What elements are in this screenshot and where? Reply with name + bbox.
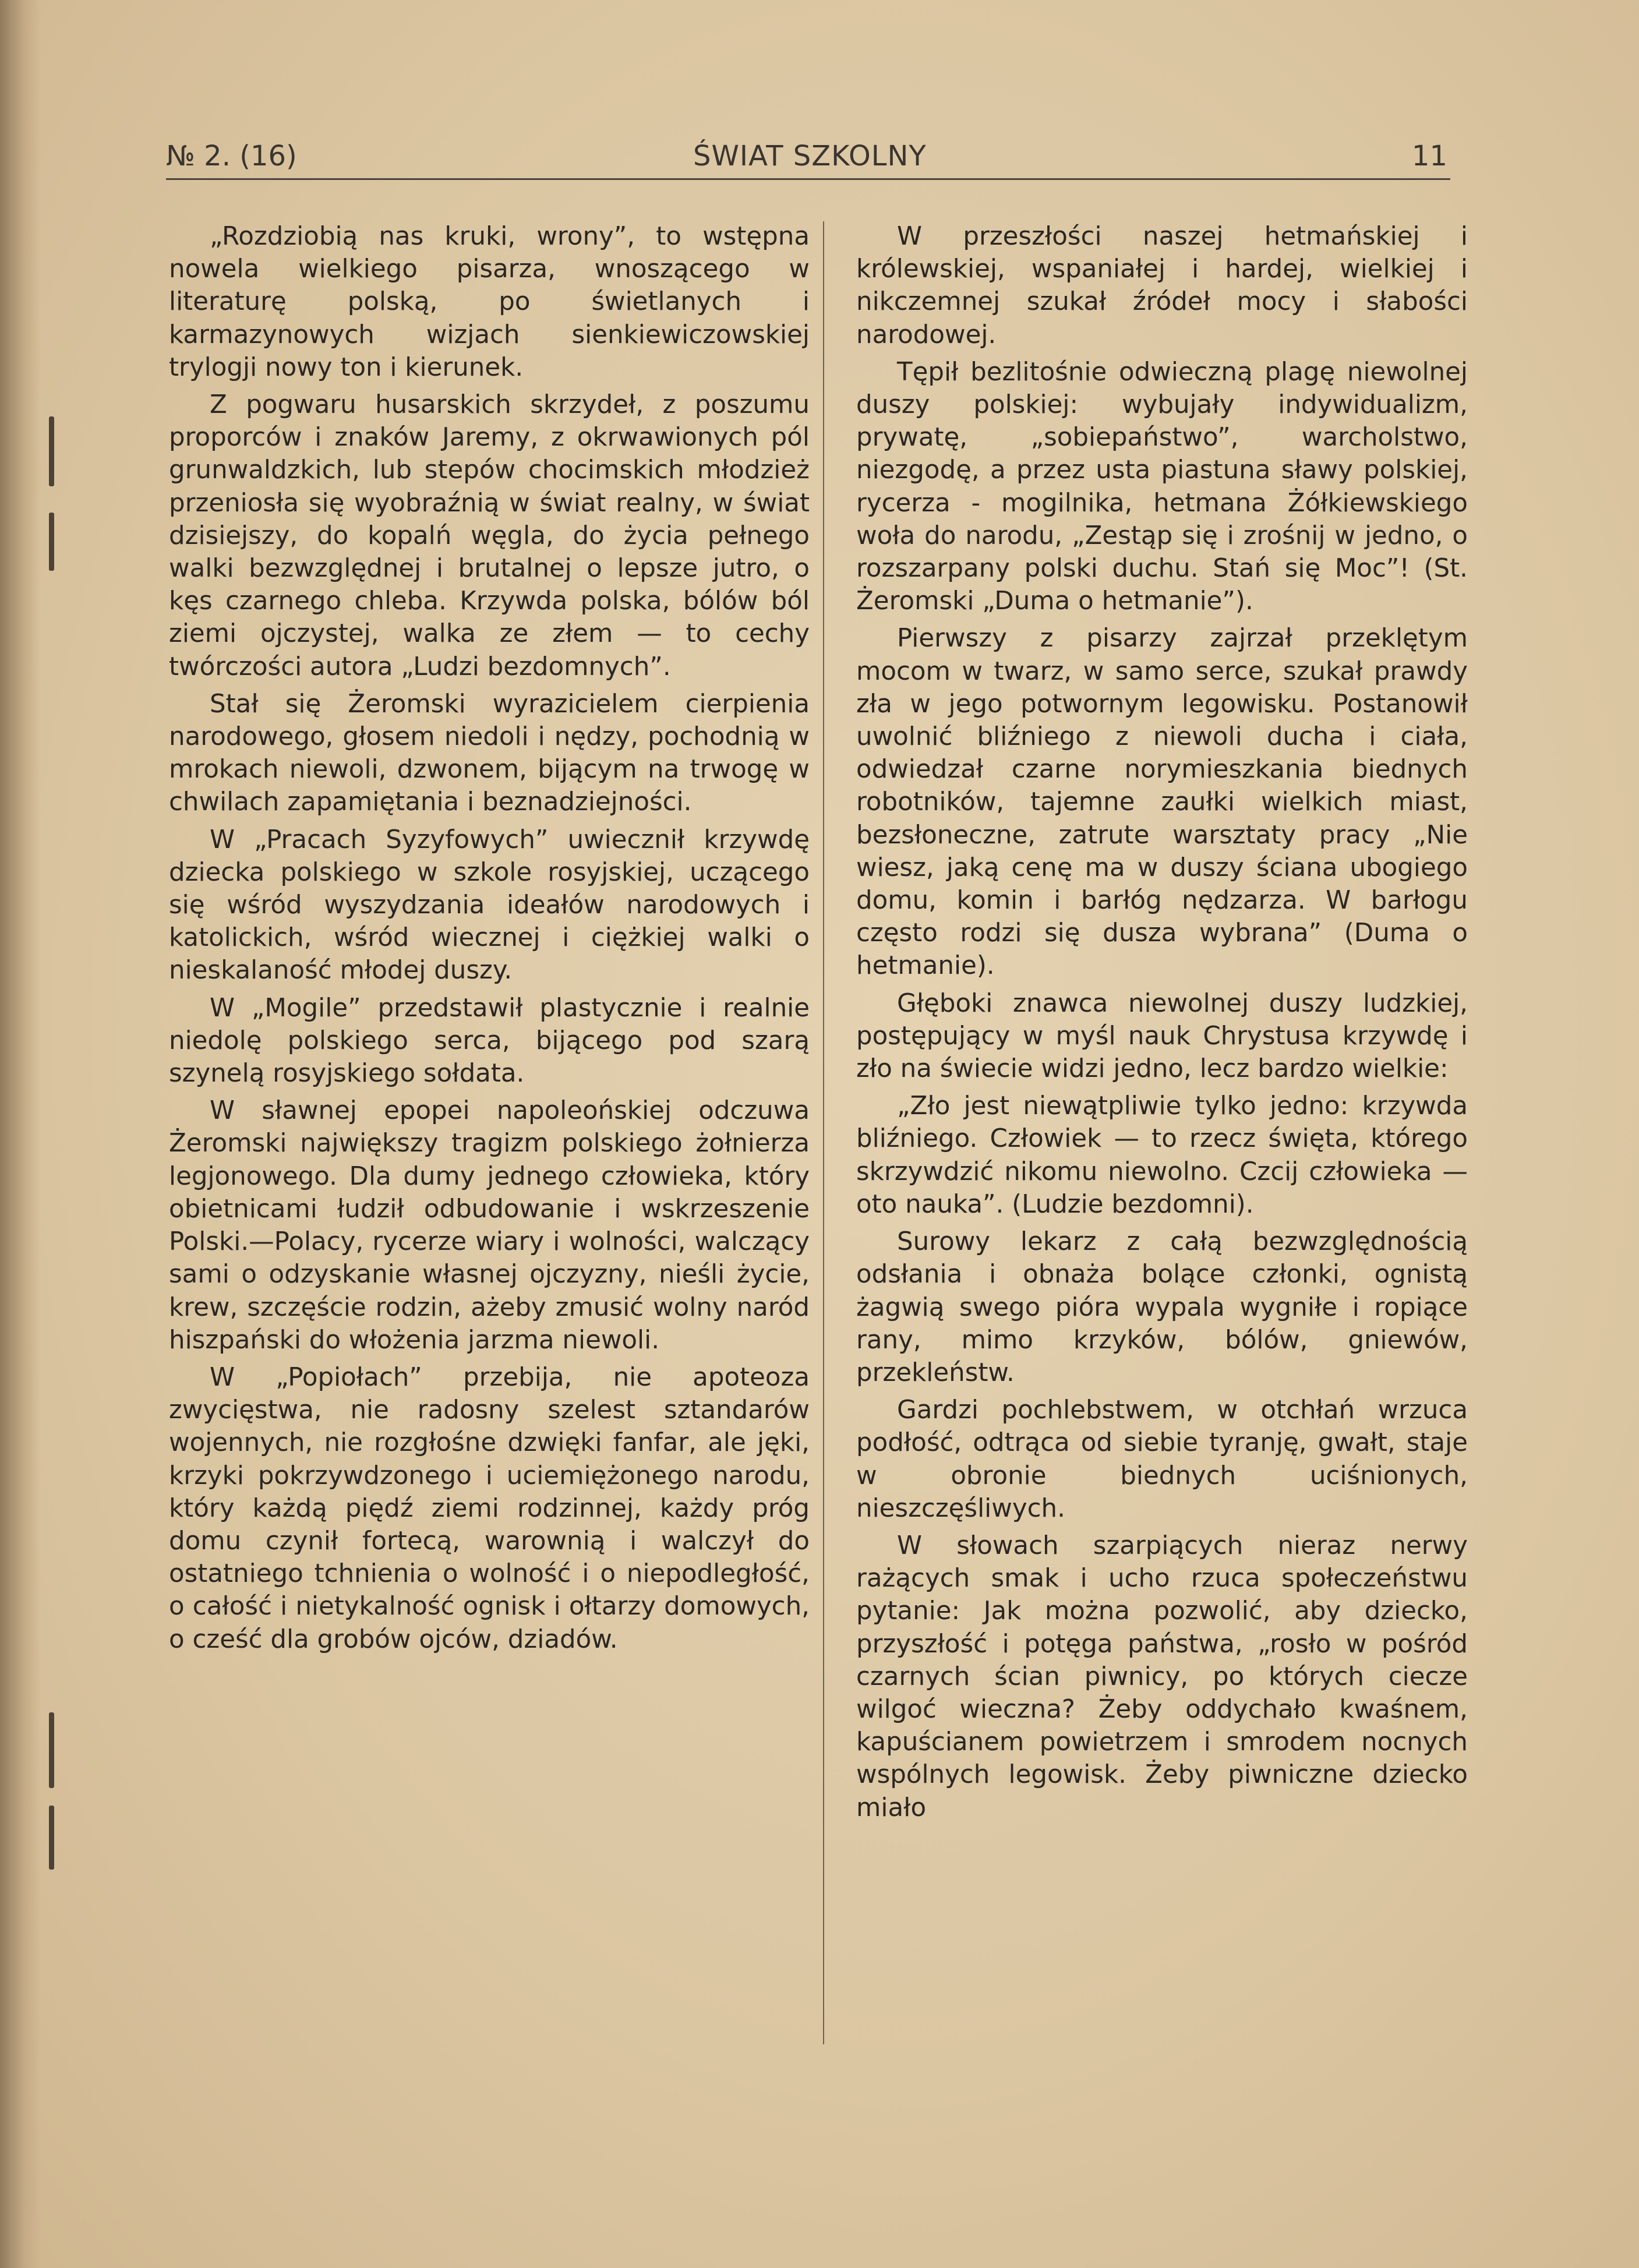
paragraph: Stał się Żeromski wyrazicielem cierpienia narodowego, głosem niedoli i nędzy, pochodnią w mrokach niewoli, dzwonem, bijącym na trwogę w chwilach zapamiętania i beznadziejności.	[169, 689, 810, 817]
paragraph: W sławnej epopei napoleońskiej odczuwa Żeromski największy tragizm polskiego żołnierza legjonowego. Dla dumy jednego człowieka, który obietnicami łudził odbudowanie i wskrzeszenie Polski.—Polacy, rycerze wiary i wolności, walczący sami o odzyskanie własnej ojczyzny, nieśli życie, krew, szczęście rodzin, ażeby zmusić wolny naród hiszpański do włożenia jarzma niewoli.	[169, 1096, 810, 1355]
paragraph: Z pogwaru husarskich skrzydeł, z poszumu proporców i znaków Jaremy, z okrwawionych pól grunwaldzkich, lub stepów chocimskich młodzież przeniosła się wyobraźnią w świat realny, w świat dzisiejszy, do kopalń węgla, do życia pełnego walki bezwzględnej i brutalnej o lepsze jutro, o kęs czarnego chleba. Krzywda polska, bólów ból ziemi ojczystej, walka ze złem — to cechy twórczości autora „Ludzi bezdomnych”.	[169, 390, 810, 681]
right-column	[856, 220, 1468, 1829]
issue-number: № 2. (16)	[166, 140, 297, 172]
paragraph: W „Popiołach” przebija, nie apoteoza zwycięstwa, nie radosny szelest sztandarów wojennych, nie rozgłośne dzwięki fanfar, ale jęki, krzyki pokrzywdzonego i uciemiężonego narodu, który każdą piędź ziemi rodzinnej, każdy próg domu czynił fortecą, warownią i walczył do ostatniego tchnienia o wolność i o niepodległość, o całość i nietykalność ognisk i ołtarzy domowych, o cześć dla grobów ojców, dziadów.	[169, 1362, 810, 1654]
paragraph: W przeszłości naszej hetmańskiej i królewskiej, wspaniałej i hardej, wielkiej i nikczemnej szukał źródeł mocy i słabości narodowej.	[856, 222, 1468, 349]
paragraph: W „Pracach Syzyfowych” uwiecznił krzywdę dziecka polskiego w szkole rosyjskiej, uczącego się wśród wyszydzania ideałów narodowych i katolickich, wśród wiecznej i ciężkiej walki o nieskalaność młodej duszy.	[169, 825, 810, 985]
binding-mark	[49, 1712, 54, 1788]
paragraph: Pierwszy z pisarzy zajrzał przeklętym mocom w twarz, w samo serce, szukał prawdy zła w jego potwornym legowisku. Postanowił uwolnić bliźniego z niewoli ducha i ciała, odwiedzał czarne norymieszkania biednych robotników, tajemne zaułki wielkich miast, bezsłoneczne, zatrute warsztaty pracy „Nie wiesz, jaką cenę ma w duszy ściana ubogiego domu, komin i barłóg nędzarza. W barłogu często rodzi się dusza wybrana” (Duma o hetmanie).	[856, 624, 1468, 981]
binding-mark	[49, 1806, 54, 1870]
paragraph: Gardzi pochlebstwem, w otchłań wrzuca podłość, odtrąca od siebie tyranję, gwałt, staje w obronie biednych uciśnionych, nieszczęśliwych.	[856, 1396, 1468, 1523]
paragraph: Głęboki znawca niewolnej duszy ludzkiej, postępujący w myśl nauk Chrystusa krzywdę i zło na świecie widzi jedno, lecz bardzo wielkie:	[856, 988, 1468, 1084]
journal-title: ŚWIAT SZKOLNY	[693, 140, 927, 172]
left-column	[169, 220, 810, 1661]
paragraph: „Rozdziobią nas kruki, wrony”, to wstępna nowela wielkiego pisarza, wnoszącego w literaturę polską, po świetlanych i karmazynowych wizjach sienkiewiczowskiej trylogji nowy ton i kierunek.	[169, 222, 810, 382]
binding-mark	[49, 416, 54, 486]
running-header	[166, 140, 1447, 181]
header-rule	[166, 178, 1450, 180]
binding-mark	[49, 513, 54, 571]
page-number: 11	[1411, 140, 1447, 172]
page-edge-shadow	[0, 0, 41, 2268]
paragraph: W słowach szarpiących nieraz nerwy rażących smak i ucho rzuca społeczeństwu pytanie: Jak można pozwolić, aby dziecko, przyszłość i potęga państwa, „rosło w pośród czarnych ścian piwnicy, po których ciecze wilgoć wieczna? Żeby oddychało kwaśnem, kapuścianem powietrzem i smrodem nocnych wspólnych legowisk. Żeby piwniczne dziecko miało	[856, 1531, 1468, 1822]
column-divider	[823, 221, 824, 2044]
paragraph: Tępił bezlitośnie odwieczną plagę niewolnej duszy polskiej: wybujały indywidualizm, prywatę, „sobiepaństwo”, warcholstwo, niezgodę, a przez usta piastuna sławy polskiej, rycerza - mogilnika, hetmana Żółkiewskiego woła do narodu, „Zestąp się i zrośnij w jedno, o rozszarpany polski duchu. Stań się Moc”! (St. Żeromski „Duma o hetmanie”).	[856, 357, 1468, 616]
paragraph: W „Mogile” przedstawił plastycznie i realnie niedolę polskiego serca, bijącego pod szarą szynelą rosyjskiego sołdata.	[169, 993, 810, 1089]
paragraph: „Zło jest niewątpliwie tylko jedno: krzywda bliźniego. Człowiek — to rzecz święta, którego skrzywdzić nikomu niewolno. Czcij człowieka — oto nauka”. (Ludzie bezdomni).	[856, 1091, 1468, 1219]
paragraph: Surowy lekarz z całą bezwzględnością odsłania i obnaża bolące członki, ognistą żagwią swego pióra wypala wygniłe i ropiące rany, mimo krzyków, bólów, gniewów, przekleństw.	[856, 1227, 1468, 1387]
